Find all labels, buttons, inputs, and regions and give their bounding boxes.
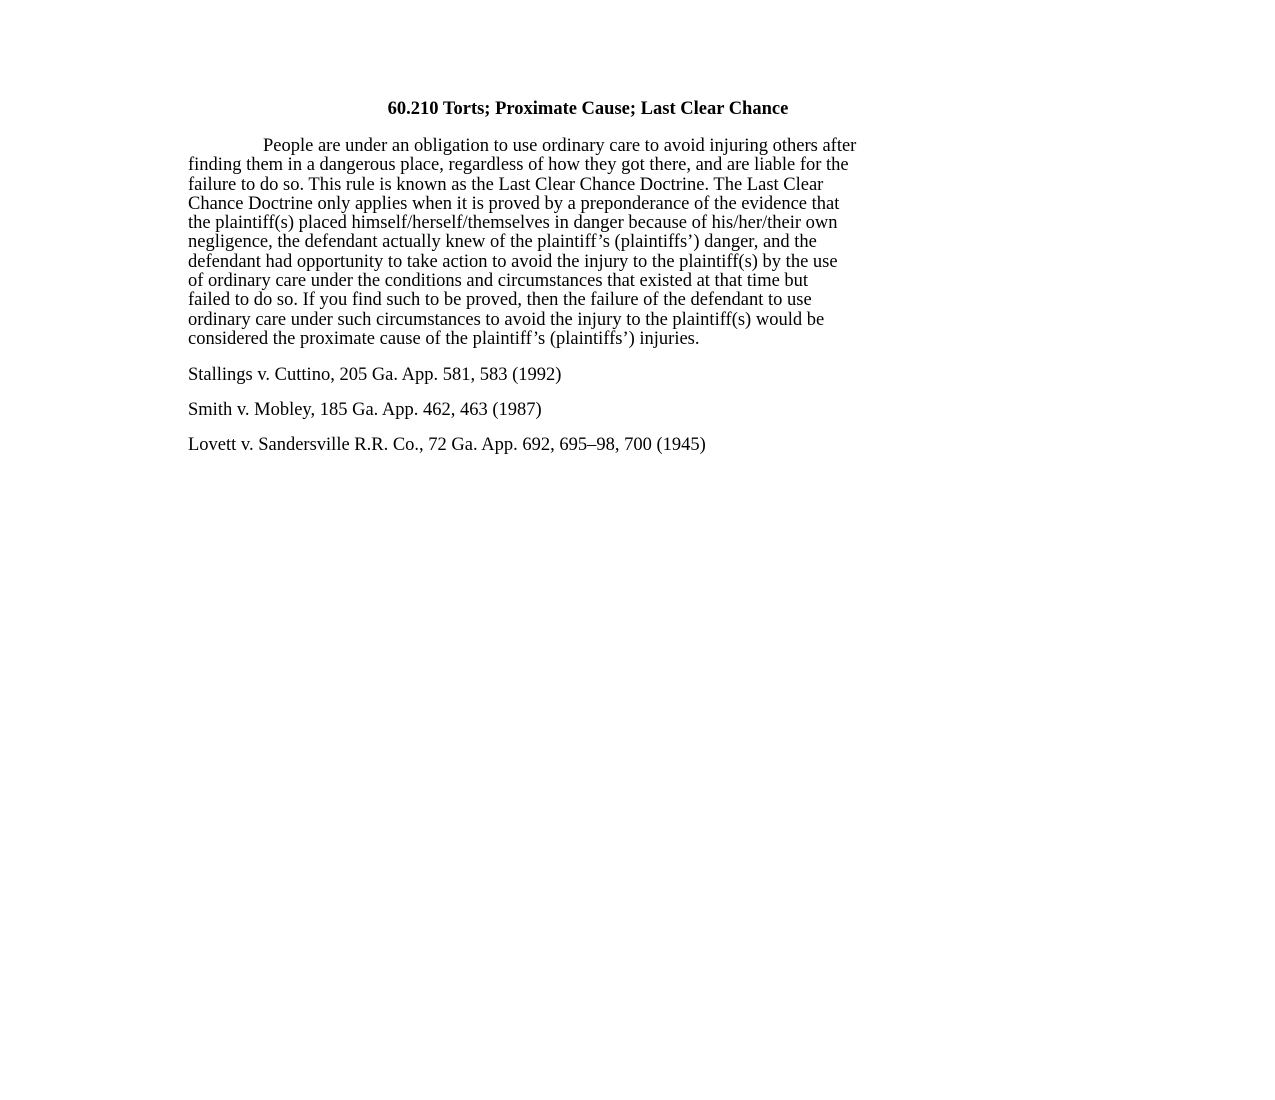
body-line: finding them in a dangerous place, regardless of how they got there, and are liable for the (188, 155, 849, 176)
body-line: Chance Doctrine only applies when it is proved by a preponderance of the evidence that (188, 193, 840, 214)
body-line: People are under an obligation to use ordinary care to avoid injuring others after (263, 136, 857, 156)
citation-smith: Smith v. Mobley, 185 Ga. App. 462, 463 (1987) (188, 400, 542, 421)
body-line: negligence, the defendant actually knew of the plaintiff’s (plaintiffs’) danger, and the (188, 232, 817, 253)
body-line: failure to do so. This rule is known as the Last Clear Chance Doctrine. The Last Clear (188, 174, 824, 195)
citation-lovett: Lovett v. Sandersville R.R. Co., 72 Ga. App. 692, 695–98, 700 (1945) (188, 435, 706, 456)
body-line: ordinary care under such circumstances to avoid the injury to the plaintiff(s) would be (188, 309, 825, 330)
body-paragraph (188, 137, 1088, 349)
document-page (188, 98, 1088, 456)
document-title: 60.210 Torts; Proximate Cause; Last Clear Chance (387, 99, 789, 119)
body-line: defendant had opportunity to take action to avoid the injury to the plaintiff(s) by the use (188, 251, 838, 272)
body-line: failed to do so. If you find such to be proved, then the failure of the defendant to use (188, 290, 812, 311)
body-line: considered the proximate cause of the plaintiff’s (plaintiffs’) injuries. (188, 328, 700, 349)
body-line: the plaintiff(s) placed himself/herself/themselves in danger because of his/her/their own (188, 213, 838, 234)
body-line: of ordinary care under the conditions and circumstances that existed at that time but (188, 271, 809, 292)
citation-stallings: Stallings v. Cuttino, 205 Ga. App. 581, 583 (1992) (188, 365, 562, 386)
